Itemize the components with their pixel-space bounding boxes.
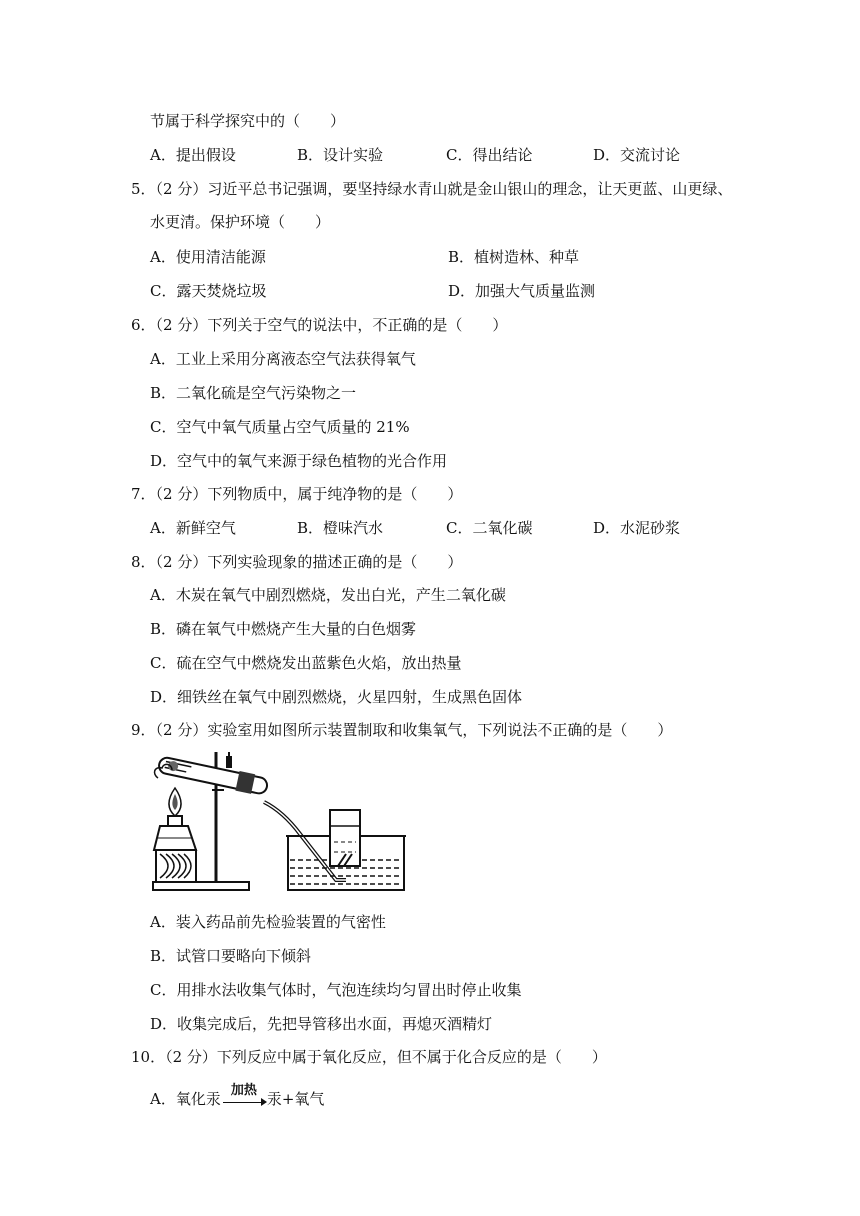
q10-stem: 10．（2 分）下列反应中属于氧化反应，但不属于化合反应的是（ ） [131,1048,607,1066]
reaction-arrow [221,1083,267,1109]
q6-stem: 6．（2 分）下列关于空气的说法中，不正确的是（ ） [131,316,508,334]
q6-option-a: A．工业上采用分离液态空气法获得氧气 [150,350,416,368]
q10-option-a [150,1083,325,1109]
q7-stem: 7．（2 分）下列物质中，属于纯净物的是（ ） [131,485,463,503]
q5-option-b: B．植树造林、种草 [448,248,580,266]
q8-option-c: C．硫在空气中燃烧发出蓝紫色火焰，放出热量 [150,654,462,672]
q4-option-c: C．得出结论 [446,146,533,164]
q7-option-a: A．新鲜空气 [150,519,236,537]
q5-option-c: C．露天焚烧垃圾 [150,282,267,300]
q5-option-a: A．使用清洁能源 [150,248,266,266]
q7-option-d: D．水泥砂浆 [593,519,681,537]
reaction-condition: 加热 [230,1083,257,1098]
q10-option-a-reactant: A．氧化汞 [150,1090,221,1108]
q5-stem-line1: 5．（2 分）习近平总书记强调，要坚持绿水青山就是金山银山的理念，让天更蓝、山更绿、 [131,180,733,198]
q9-option-b: B．试管口要略向下倾斜 [150,947,312,965]
q9-option-a: A．装入药品前先检验装置的气密性 [150,913,386,931]
q6-option-d: D．空气中的氧气来源于绿色植物的光合作用 [150,452,448,470]
q8-option-d: D．细铁丝在氧气中剧烈燃烧，火星四射，生成黑色固体 [150,688,523,706]
q9-option-c: C．用排水法收集气体时，气泡连续均匀冒出时停止收集 [150,981,522,999]
q9-option-d: D．收集完成后，先把导管移出水面，再熄灭酒精灯 [150,1015,493,1033]
q8-option-a: A．木炭在氧气中剧烈燃烧，发出白光，产生二氧化碳 [150,586,506,604]
oxygen-apparatus-figure [150,748,540,896]
q4-stem-continuation: 节属于科学探究中的（ ） [150,112,346,130]
q4-option-a: A．提出假设 [150,146,236,164]
q6-option-c: C．空气中氧气质量占空气质量的 21% [150,418,410,436]
q8-option-b: B．磷在氧气中燃烧产生大量的白色烟雾 [150,620,417,638]
q9-stem: 9．（2 分）实验室用如图所示装置制取和收集氧气，下列说法不正确的是（ ） [131,721,673,739]
q10-option-a-products: 汞+氧气 [266,1090,325,1108]
q5-option-d: D．加强大气质量监测 [448,282,596,300]
q4-option-d: D．交流讨论 [593,146,681,164]
q7-option-c: C．二氧化碳 [446,519,533,537]
q8-stem: 8．（2 分）下列实验现象的描述正确的是（ ） [131,553,463,571]
q5-stem-line2: 水更清。保护环境（ ） [150,213,331,231]
q7-option-b: B．橙味汽水 [297,519,384,537]
q4-option-b: B．设计实验 [297,146,384,164]
q6-option-b: B．二氧化硫是空气污染物之一 [150,384,357,402]
